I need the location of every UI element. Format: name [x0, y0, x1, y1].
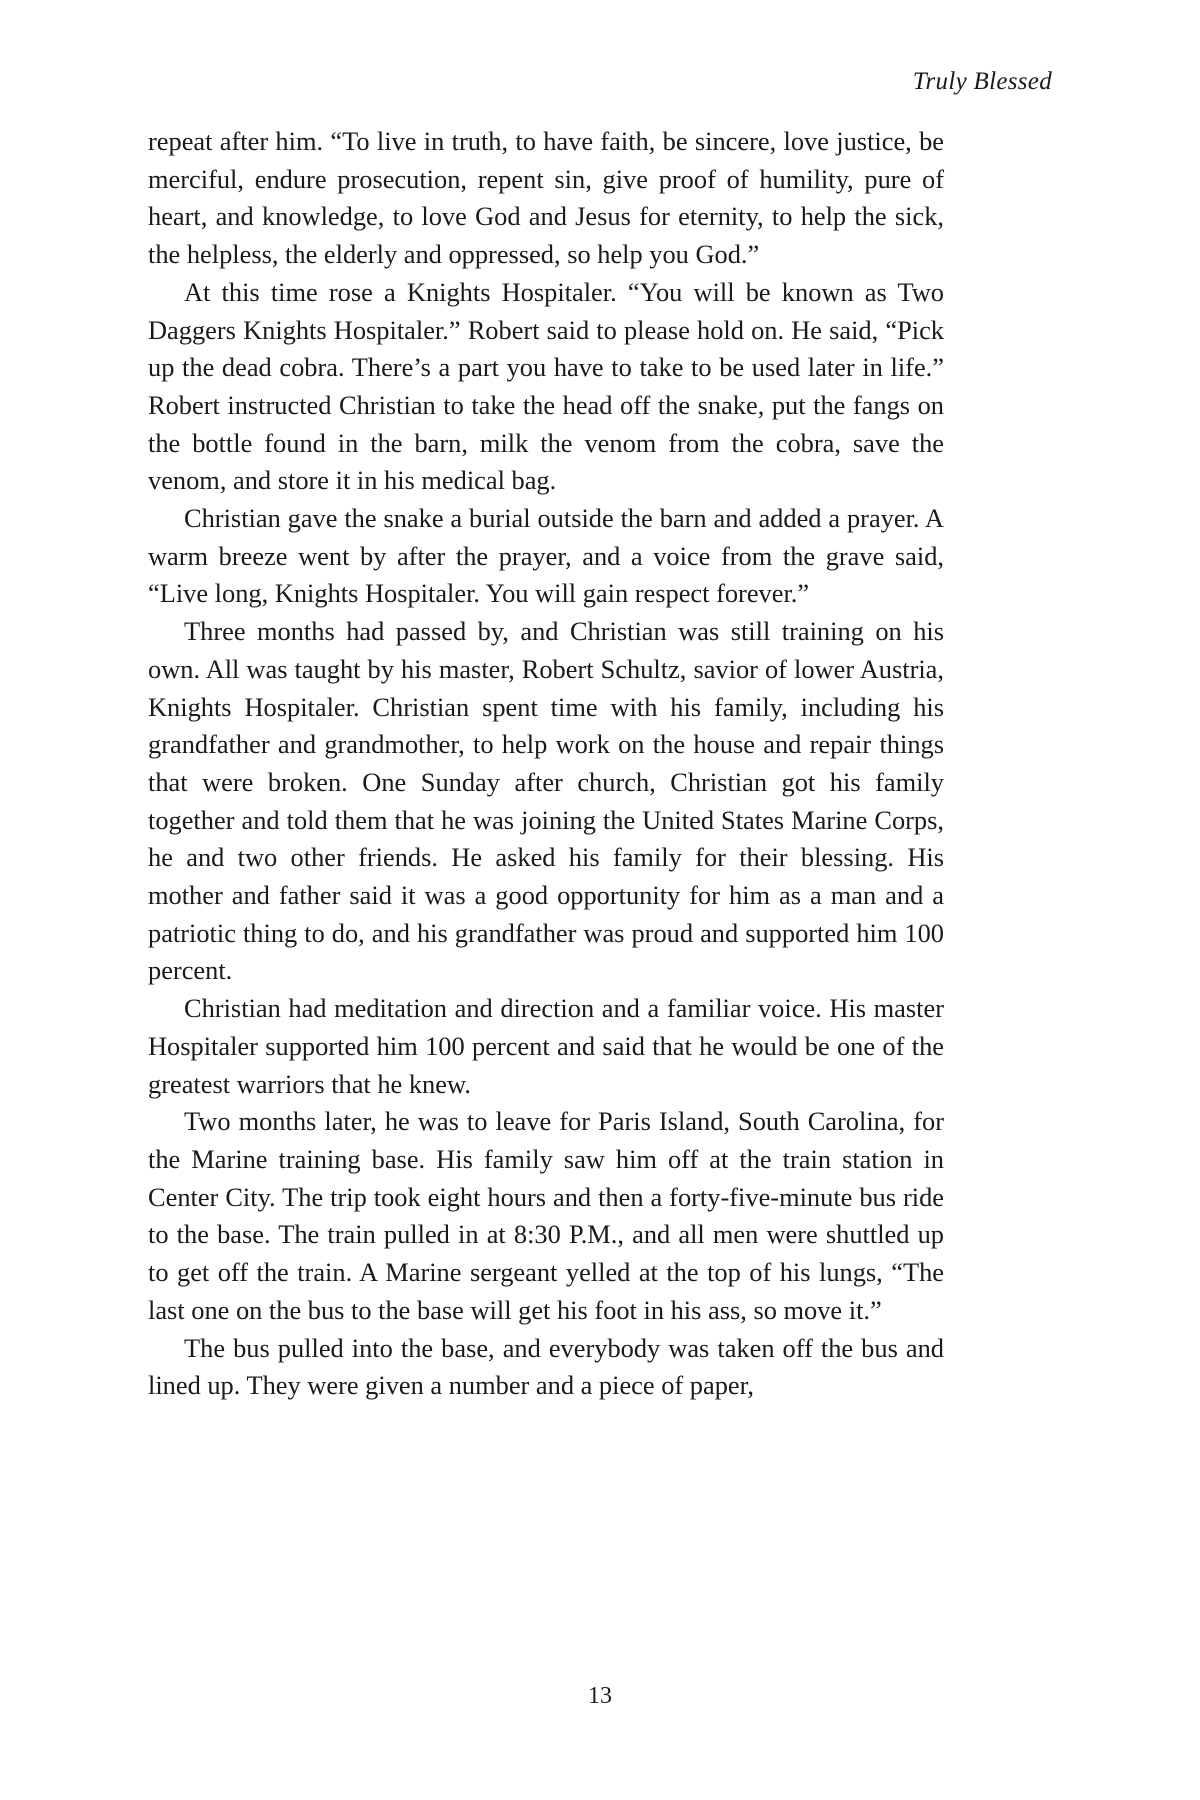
page-number: 13	[588, 1683, 612, 1709]
paragraph: Three months had passed by, and Christian was still training on his own. All was taught by his master, Robert Schultz, savior of lower Austria, Knights Hospitaler. Christian spent time with his family, including his grandfather and grandmother, to help work on the house and repair things that were broken. One Sunday after church, Christian got his family together and told them that he was joining the United States Marine Corps, he and two other friends. He asked his family for their blessing. His mother and father said it was a good opportunity for him as a man and a patriotic thing to do, and his grandfather was proud and supported him 100 percent.	[148, 616, 944, 986]
paragraph: Christian had meditation and direction and a familiar voice. His master Hospitaler supported him 100 percent and said that he would be one of the greatest warriors that he knew.	[148, 993, 944, 1099]
paragraph: Christian gave the snake a burial outside the barn and added a prayer. A warm breeze went by after the prayer, and a voice from the grave said, “Live long, Knights Hospitaler. You will gain respect forever.”	[148, 503, 944, 609]
running-head: Truly Blessed	[912, 68, 1052, 95]
paragraph: At this time rose a Knights Hospitaler. “You will be known as Two Daggers Knights Hospitaler.” Robert said to please hold on. He said, “Pick up the dead cobra. There’s a part you have to take to be used later in life.” Robert instructed Christian to take the head off the snake, put the fangs on the bottle found in the barn, milk the venom from the cobra, save the venom, and store it in his medical bag.	[148, 276, 944, 496]
paragraph: repeat after him. “To live in truth, to have faith, be sincere, love justice, be merciful, endure prosecution, repent sin, give proof of humility, pure of heart, and knowledge, to love God and Jesus for eternity, to help the sick, the helpless, the elderly and oppressed, so help you God.”	[148, 126, 944, 270]
body-text-block	[148, 123, 944, 1405]
paragraph: Two months later, he was to leave for Paris Island, South Carolina, for the Marine training base. His family saw him off at the train station in Center City. The trip took eight hours and then a forty-five-minute bus ride to the base. The train pulled in at 8:30 P.M., and all men were shuttled up to get off the train. A Marine sergeant yelled at the top of his lungs, “The last one on the bus to the base will get his foot in his ass, so move it.”	[148, 1106, 944, 1325]
paragraph: The bus pulled into the base, and everybody was taken off the bus and lined up. They were given a number and a piece of paper,	[148, 1332, 944, 1401]
